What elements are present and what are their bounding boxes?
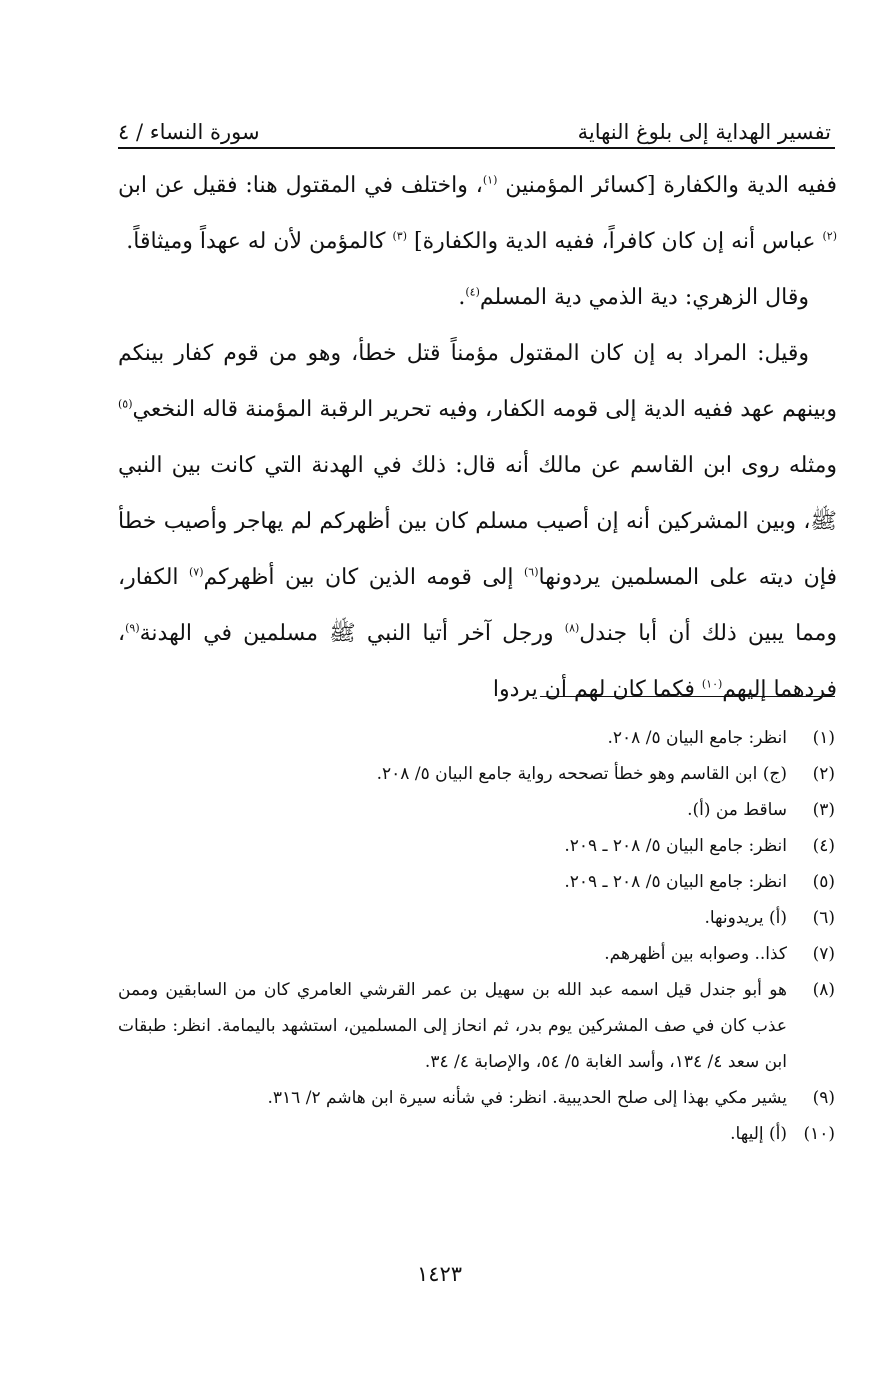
main-text xyxy=(118,158,837,718)
page-number: ١٤٢٣ xyxy=(416,1262,463,1286)
footnote-ref[interactable]: (٣) xyxy=(392,229,408,243)
footnote-ref[interactable]: (١٠) xyxy=(701,677,723,691)
footnote-2: (٢) (ج) ابن القاسم وهو خطأ تصححه رواية جامع البيان ٥/ ٢٠٨. xyxy=(376,764,835,784)
paragraph-2: وقال الزهري: دية الذمي دية المسلم$^{(٤)}$. xyxy=(458,285,809,310)
book-title: تفسير الهداية إلى بلوغ النهاية xyxy=(577,120,831,144)
footnote-ref[interactable]: (٨) xyxy=(564,621,580,635)
footnote-ref[interactable]: (٧) xyxy=(188,565,204,579)
footnote-10: (١٠) (أ) إليها. xyxy=(730,1124,835,1144)
footnote-6: (٦) (أ) يريدونها. xyxy=(704,908,835,928)
header-rule xyxy=(118,147,835,149)
footnote-8: (٨) هو أبو جندل قيل اسمه عبد الله بن سهيل بن عمر القرشي العامري كان من السابقين وممن عذب كان في صف المشركين يوم بدر، ثم انحاز إلى المسلمين، استشهد باليمامة. انظر: طبقات ابن سعد ٤/ ١٣٤، وأسد الغابة ٥/ ٥٤، والإصابة ٤/ ٣٤. xyxy=(118,980,835,1072)
footnote-ref[interactable]: (١) xyxy=(482,173,498,187)
paragraph-3: وقيل: المراد به إن كان المقتول مؤمناً قتل خطأ، وهو من قوم كفار بينكم وبينهم عهد ففيه الدية إلى قومه الكفار، وفيه تحرير الرقبة المؤمنة قاله النخعي$^{(٥)}$ ومثله روى ابن القاسم عن مالك أنه قال: ذلك في الهدنة التي كانت بين النبي ﷺ، وبين المشركين أنه إن أصيب مسلم كان بين أظهركم لم يهاجر وأصيب خطأ فإن ديته على المسلمين يردونها$^{(٦)}$ إلى قومه الذين كان بين أظهركم$^{(٧)}$ الكفار، ومما يبين ذلك أن أبا جندل$^{(٨)}$ ورجل آخر أتيا النبي ﷺ مسلمين في الهدنة$^{(٩)}$، فردهما إليهم$^{(١٠)}$ فكما كان لهم أن يردوا xyxy=(118,341,837,702)
footnote-separator xyxy=(540,696,835,697)
footnote-3: (٣) ساقط من (أ). xyxy=(687,800,835,820)
footnote-1: (١) انظر: جامع البيان ٥/ ٢٠٨. xyxy=(607,728,835,748)
footnote-ref[interactable]: (٤) xyxy=(465,285,480,299)
footnote-ref[interactable]: (٩) xyxy=(125,621,140,635)
surah-label: سورة النساء / ٤ xyxy=(118,120,260,144)
paragraph-1: ففيه الدية والكفارة [كسائر المؤمنين $^{(١)}$، واختلف في المقتول هنا: فقيل عن ابن $^{(٢)}$ عباس أنه إن كان كافراً، ففيه الدية والكفارة] $^{(٣)}$ كالمؤمن لأن له عهداً وميثاقاً. xyxy=(118,173,837,254)
footnote-7: (٧) كذا.. وصوابه بين أظهرهم. xyxy=(604,944,835,964)
footnote-ref[interactable]: (٢) xyxy=(822,229,837,243)
footnote-5: (٥) انظر: جامع البيان ٥/ ٢٠٨ ـ ٢٠٩. xyxy=(564,872,835,892)
footnote-9: (٩) يشير مكي بهذا إلى صلح الحديبية. انظر: في شأنه سيرة ابن هاشم ٢/ ٣١٦. xyxy=(267,1088,835,1108)
running-header xyxy=(118,98,831,144)
footnote-ref[interactable]: (٥) xyxy=(118,397,133,411)
footnote-ref[interactable]: (٦) xyxy=(523,565,539,579)
footnote-4: (٤) انظر: جامع البيان ٥/ ٢٠٨ ـ ٢٠٩. xyxy=(564,836,835,856)
footnotes xyxy=(118,720,835,1152)
